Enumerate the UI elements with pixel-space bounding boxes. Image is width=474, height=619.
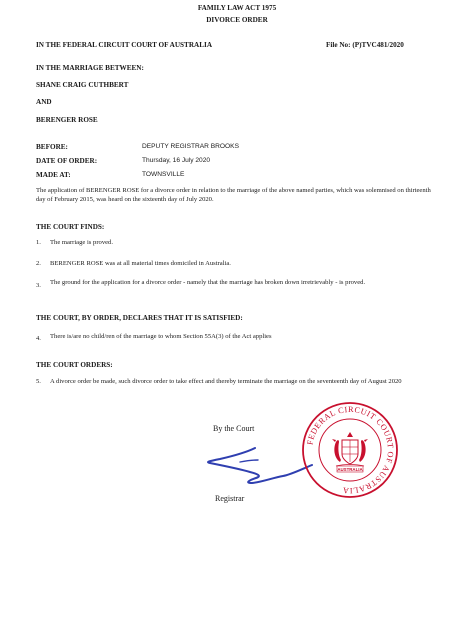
file-number: File No: (P)TVC481/2020 (326, 41, 404, 49)
registrar-label: Registrar (215, 494, 245, 503)
order-title: DIVORCE ORDER (206, 16, 268, 24)
made-at-label: MADE AT: (36, 171, 71, 179)
before-label: BEFORE: (36, 143, 68, 151)
seal-banner-text: AUSTRALIA (337, 466, 363, 472)
court-finds-heading: THE COURT FINDS: (36, 223, 105, 231)
finding-number: 2. (36, 260, 41, 267)
made-at-value: TOWNSVILLE (142, 171, 185, 178)
satisfied-heading: THE COURT, BY ORDER, DECLARES THAT IT IS SATISFIED: (36, 314, 243, 322)
and-label: AND (36, 98, 52, 106)
by-the-court-label: By the Court (213, 424, 255, 433)
marriage-between-label: IN THE MARRIAGE BETWEEN: (36, 64, 144, 72)
before-value: DEPUTY REGISTRAR BROOKS (142, 143, 239, 150)
finding-text: BERENGER ROSE was at all material times domiciled in Australia. (50, 260, 231, 267)
act-title: FAMILY LAW ACT 1975 (197, 4, 277, 12)
declaration-number: 4. (36, 335, 41, 342)
court-seal (300, 400, 400, 500)
finding-number: 3. (36, 282, 41, 289)
coat-of-arms-icon (332, 432, 368, 466)
declaration-text: There is/are no child/ren of the marriage to whom Section 55A(3) of the Act applies (50, 333, 272, 340)
finding-text: The ground for the application for a divorce order - namely that the marriage has broken down irretrievably - is proved. (50, 279, 366, 286)
order-number: 5. (36, 378, 41, 385)
date-of-order-label: DATE OF ORDER: (36, 157, 98, 165)
date-of-order-value: Thursday, 16 July 2020 (142, 157, 211, 164)
application-paragraph: The application of BERENGER ROSE for a divorce order in relation to the marriage of the above named parties, which was solemnised on thirteenth day of February 2015, was heard on the sixteenth day of July 2020. (36, 187, 431, 203)
party-two-name: BERENGER ROSE (36, 116, 98, 124)
finding-text: The marriage is proved. (50, 239, 113, 246)
seal-ring-text: FEDERAL CIRCUIT COURT OF AUSTRALIA (305, 404, 396, 496)
finding-number: 1. (36, 239, 41, 246)
court-orders-heading: THE COURT ORDERS: (36, 361, 113, 369)
party-one-name: SHANE CRAIG CUTHBERT (36, 81, 129, 89)
order-text: A divorce order be made, such divorce order to take effect and thereby terminate the marriage on the seventeenth day of August 2020 (50, 378, 402, 385)
court-line: IN THE FEDERAL CIRCUIT COURT OF AUSTRALIA (36, 41, 213, 49)
